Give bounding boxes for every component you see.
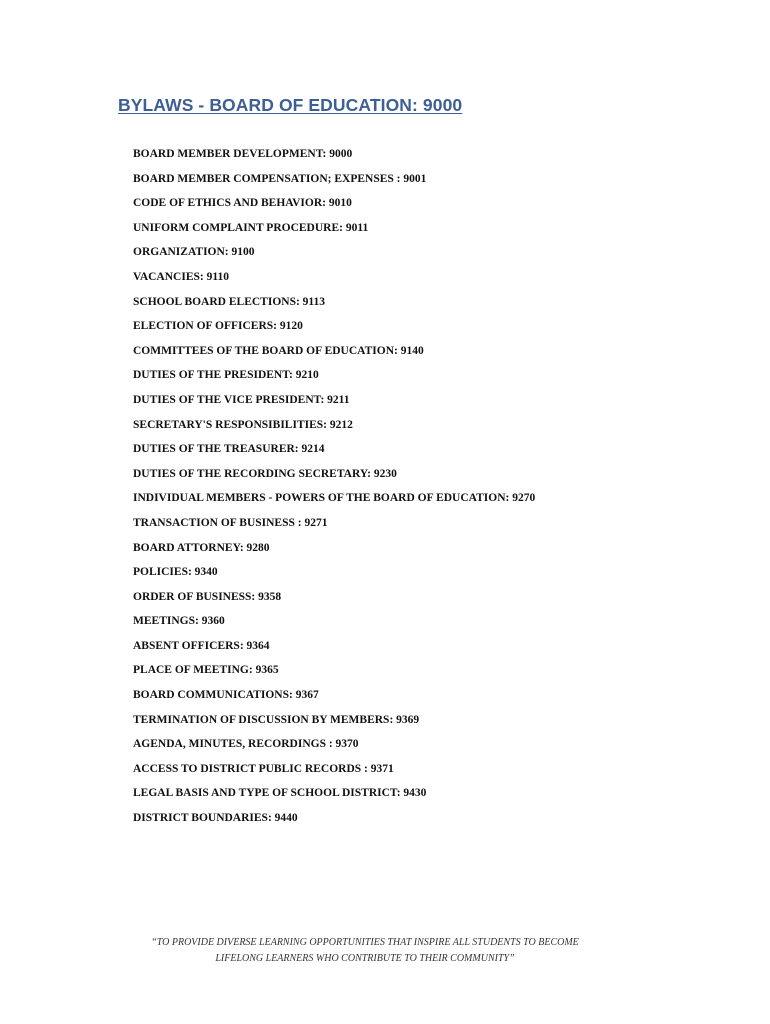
list-item: LEGAL BASIS AND TYPE OF SCHOOL DISTRICT: 9430	[133, 787, 427, 800]
list-item: DUTIES OF THE PRESIDENT: 9210	[133, 369, 319, 382]
list-item: BOARD COMMUNICATIONS: 9367	[133, 689, 319, 702]
list-item: TERMINATION OF DISCUSSION BY MEMBERS: 9369	[133, 713, 420, 726]
document-title: BYLAWS - BOARD OF EDUCATION: 9000	[118, 95, 463, 115]
mission-line-1: “TO PROVIDE DIVERSE LEARNING OPPORTUNITIES THAT INSPIRE ALL STUDENTS TO BECOME	[151, 937, 579, 948]
list-item: ORGANIZATION: 9100	[133, 246, 255, 259]
list-item: AGENDA, MINUTES, RECORDINGS : 9370	[133, 738, 359, 751]
list-item: SECRETARY'S RESPONSIBILITIES: 9212	[133, 418, 353, 431]
list-item: TRANSACTION OF BUSINESS : 9271	[133, 516, 328, 529]
bylaws-index-list	[133, 144, 535, 833]
list-item: MEETINGS: 9360	[133, 615, 225, 628]
list-item: SCHOOL BOARD ELECTIONS: 9113	[133, 295, 326, 308]
list-item: DISTRICT BOUNDARIES: 9440	[133, 812, 298, 825]
list-item: ORDER OF BUSINESS: 9358	[133, 590, 282, 603]
list-item: CODE OF ETHICS AND BEHAVIOR: 9010	[133, 197, 352, 210]
list-item: VACANCIES: 9110	[133, 270, 229, 283]
mission-line-2: LIFELONG LEARNERS WHO CONTRIBUTE TO THEIR COMMUNITY”	[215, 953, 515, 964]
list-item: COMMITTEES OF THE BOARD OF EDUCATION: 9140	[133, 344, 424, 357]
list-item: BOARD ATTORNEY: 9280	[133, 541, 270, 554]
list-item: DUTIES OF THE RECORDING SECRETARY: 9230	[133, 467, 397, 480]
list-item: UNIFORM COMPLAINT PROCEDURE: 9011	[133, 221, 369, 234]
list-item: BOARD MEMBER DEVELOPMENT: 9000	[133, 148, 353, 160]
list-item: ACCESS TO DISTRICT PUBLIC RECORDS : 9371	[133, 762, 394, 775]
list-item: INDIVIDUAL MEMBERS - POWERS OF THE BOARD OF EDUCATION: 9270	[133, 492, 536, 505]
list-item: DUTIES OF THE TREASURER: 9214	[133, 443, 325, 456]
list-item: BOARD MEMBER COMPENSATION; EXPENSES : 9001	[133, 172, 427, 185]
list-item: ABSENT OFFICERS: 9364	[133, 639, 270, 652]
list-item: ELECTION OF OFFICERS: 9120	[133, 320, 303, 333]
list-item: POLICIES: 9340	[133, 566, 218, 579]
list-item: PLACE OF MEETING: 9365	[133, 664, 279, 677]
mission-statement	[150, 935, 580, 967]
list-item: DUTIES OF THE VICE PRESIDENT: 9211	[133, 393, 350, 406]
